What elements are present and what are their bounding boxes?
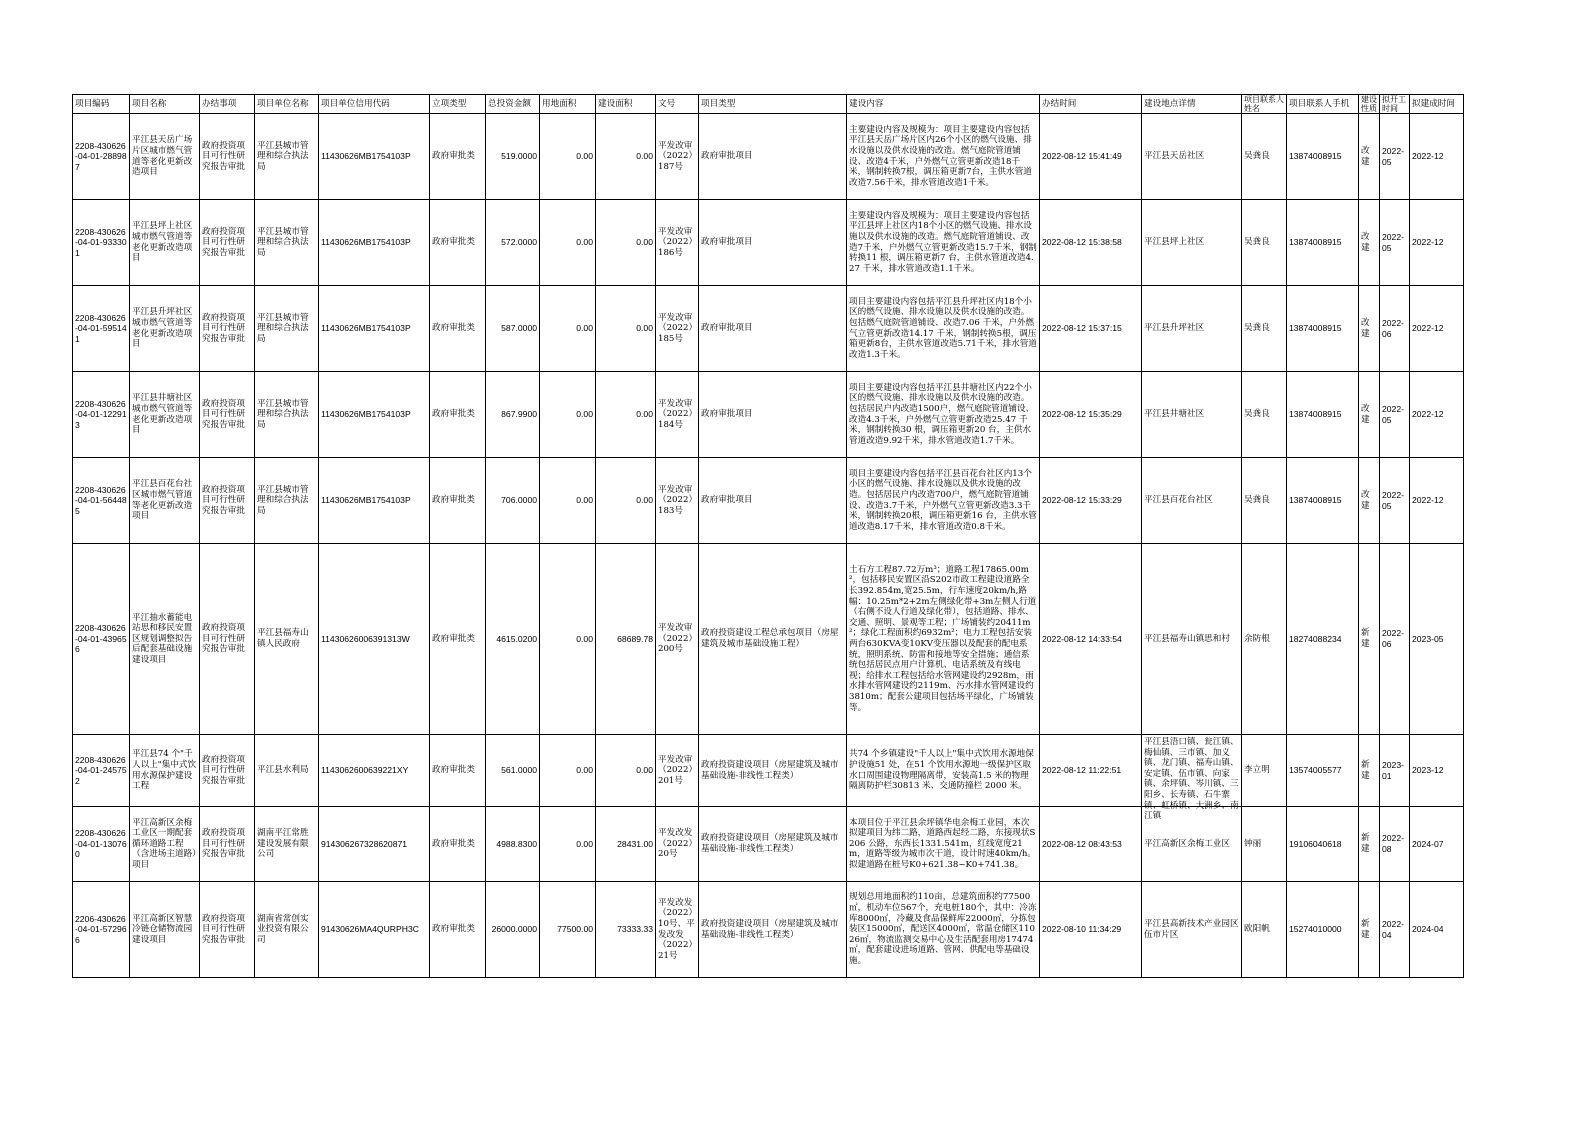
table-row xyxy=(73,735,1464,807)
build-area-cell: 0.00 xyxy=(596,458,656,544)
table-row xyxy=(73,882,1464,978)
matter-cell: 政府投资项目可行性研究报告审批 xyxy=(200,807,255,882)
contact-name-cell: 吴龚良 xyxy=(1242,372,1287,458)
matter-cell: 政府投资项目可行性研究报告审批 xyxy=(200,372,255,458)
header-contact-name: 项目联系人姓名 xyxy=(1242,95,1287,114)
land-area-cell: 0.00 xyxy=(540,114,596,200)
doc-number-cell: 平发改审（2022）183号 xyxy=(656,458,699,544)
start-time-cell: 2022-05 xyxy=(1380,114,1410,200)
contact-phone-cell: 18274088234 xyxy=(1287,544,1359,735)
end-time-cell: 2023-12 xyxy=(1410,735,1464,807)
end-time-cell: 2022-12 xyxy=(1410,286,1464,372)
total-investment-cell: 4615.0200 xyxy=(486,544,540,735)
unit-name-cell: 平江县城市管理和综合执法局 xyxy=(255,286,319,372)
table-row xyxy=(73,544,1464,735)
land-area-cell: 0.00 xyxy=(540,372,596,458)
doc-number-cell: 平发改发（2022）10号、平发改发（2022）21号 xyxy=(656,882,699,978)
approval-type-cell: 政府审批类 xyxy=(430,372,486,458)
site-text: 平江县浯口镇、瓮江镇、梅仙镇、三市镇、加义镇、龙门镇、福寿山镇、安定镇、伍市镇、向家镇、余坪镇、岑川镇、三阳乡、长寿镇、石牛寨镇、虹桥镇、大洲乡、南江镇 xyxy=(1144,737,1239,822)
content-cell: 规划总用地面积约110亩，总建筑面积约77500㎡，机动车位567个，充电桩180个，其中：冷冻库8000㎡，冷藏及食品保鲜库22000㎡，分拣包装区15000㎡，配送区4000㎡，常温仓储区11026㎡，物流监测交易中心及生活配套用房17474㎡，配套建设进场道路、管网、供配电等基础设施。 xyxy=(847,882,1040,978)
contact-name-cell: 余防根 xyxy=(1242,544,1287,735)
project-code-cell: 2206-430626-04-01-572966 xyxy=(73,882,130,978)
unit-name-cell: 平江县城市管理和综合执法局 xyxy=(255,114,319,200)
approval-type-cell: 政府审批类 xyxy=(430,200,486,286)
credit-code-cell: 11430626MB1754103P xyxy=(319,200,430,286)
total-investment-cell: 867.9900 xyxy=(486,372,540,458)
nature-cell: 改建 xyxy=(1359,114,1380,200)
doc-number-cell: 平发改审（2022）187号 xyxy=(656,114,699,200)
build-area-cell: 0.00 xyxy=(596,735,656,807)
contact-name-cell: 欧阳帆 xyxy=(1242,882,1287,978)
total-investment-cell: 572.0000 xyxy=(486,200,540,286)
unit-name-cell: 湖南平江常胜建设发展有限公司 xyxy=(255,807,319,882)
content-cell: 项目主要建设内容包括平江县百花台社区内13个小区的燃气设施、排水设施以及供水设施的改造。包括居民户内改造700户，燃气庭院管道铺设、改造3.7千米，户外燃气立管更新改造3.3千米，钢制转换20根，调压箱更新16 台，主供水管道改造8.17千米，排水管道改造0.8千米。 xyxy=(847,458,1040,544)
total-investment-cell: 4988.8300 xyxy=(486,807,540,882)
credit-code-cell: 11430626006391313W xyxy=(319,544,430,735)
project-code-cell: 2208-430626-04-01-564485 xyxy=(73,458,130,544)
nature-cell: 新建 xyxy=(1359,807,1380,882)
content-cell: 主要建设内容及规模为：项目主要建设内容包括平江县坪上社区内18个小区的燃气设施、排水设施以及供水设施的改造。燃气庭院管道铺设、改造7千米，户外燃气立管更新改造15.7千米，钢制转换11 根，调压箱更新7 台，主供水管道改造4.27 千米，排水管道改造1.1千米。 xyxy=(847,200,1040,286)
end-time-cell: 2022-12 xyxy=(1410,200,1464,286)
start-time-cell: 2022-06 xyxy=(1380,544,1410,735)
header-build-area: 建设面积 xyxy=(596,95,656,114)
content-cell: 本项目位于平江县余坪镇华电余梅工业园，本次拟建项目为纬二路，道路西起经二路，东接现状S206 公路，东西长1331.541m，红线宽度21m，道路等级为城市次干道，设计时速40km/h。拟建道路在桩号K0+621.38~K0+741.38。 xyxy=(847,807,1040,882)
completion-time-cell: 2022-08-10 11:34:29 xyxy=(1040,882,1142,978)
credit-code-cell: 11430626MB1754103P xyxy=(319,286,430,372)
header-unit-name: 项目单位名称 xyxy=(255,95,319,114)
project-type-cell: 政府审批项目 xyxy=(699,114,847,200)
contact-phone-cell: 13874008915 xyxy=(1287,458,1359,544)
contact-phone-cell: 13874008915 xyxy=(1287,372,1359,458)
start-time-cell: 2022-05 xyxy=(1380,200,1410,286)
header-credit-code: 项目单位信用代码 xyxy=(319,95,430,114)
project-type-cell: 政府审批项目 xyxy=(699,372,847,458)
project-approval-table xyxy=(72,94,1464,978)
approval-type-cell: 政府审批类 xyxy=(430,735,486,807)
end-time-cell: 2023-05 xyxy=(1410,544,1464,735)
matter-cell: 政府投资项目可行性研究报告审批 xyxy=(200,544,255,735)
project-name-cell: 平江县74 个"千人以上"集中式饮用水源保护建设工程 xyxy=(130,735,200,807)
start-time-cell: 2022-06 xyxy=(1380,286,1410,372)
land-area-cell: 0.00 xyxy=(540,807,596,882)
nature-cell: 改建 xyxy=(1359,458,1380,544)
completion-time-cell: 2022-08-12 11:22:51 xyxy=(1040,735,1142,807)
contact-name-cell: 钟丽 xyxy=(1242,807,1287,882)
site-cell xyxy=(1142,735,1242,822)
project-code-cell: 2208-430626-04-01-245752 xyxy=(73,735,130,807)
contact-name-cell: 李立明 xyxy=(1242,735,1287,807)
header-end-time: 拟建成时间 xyxy=(1410,95,1464,114)
completion-time-cell: 2022-08-12 15:37:15 xyxy=(1040,286,1142,372)
unit-name-cell: 平江县城市管理和综合执法局 xyxy=(255,458,319,544)
project-name-cell: 平江县井塘社区城市燃气管道等老化更新改造项目 xyxy=(130,372,200,458)
project-code-cell: 2208-430626-04-01-595141 xyxy=(73,286,130,372)
build-area-cell: 0.00 xyxy=(596,114,656,200)
table-row xyxy=(73,200,1464,286)
credit-code-cell: 91430626MA4QURPH3C xyxy=(319,882,430,978)
nature-cell: 新建 xyxy=(1359,882,1380,978)
completion-time-cell: 2022-08-12 15:33:29 xyxy=(1040,458,1142,544)
nature-cell: 改建 xyxy=(1359,286,1380,372)
project-name-cell: 平江县百花台社区城市燃气管道等老化更新改造项目 xyxy=(130,458,200,544)
completion-time-cell: 2022-08-12 14:33:54 xyxy=(1040,544,1142,735)
doc-number-cell: 平发改审（2022）200号 xyxy=(656,544,699,735)
project-type-cell: 政府审批项目 xyxy=(699,200,847,286)
header-contact-phone: 项目联系人手机 xyxy=(1287,95,1359,114)
project-type-cell: 政府投资建设项目（房屋建筑及城市基础设施-非线性工程类） xyxy=(699,735,847,807)
content-cell: 项目主要建设内容包括平江县井塘社区内22个小区的燃气设施、排水设施以及供水设施的改造。包括居民户内改造1500户，燃气庭院管道铺设、改造4.3千米，户外燃气立管更新改造25.47 千米，钢制转换30 根，调压箱更新20 台，主供水管道改造9.92千米，排水管道改造1.7千米。 xyxy=(847,372,1040,458)
site-cell: 平江县天岳社区 xyxy=(1142,114,1242,200)
land-area-cell: 0.00 xyxy=(540,735,596,807)
end-time-cell: 2022-12 xyxy=(1410,114,1464,200)
project-type-cell: 政府审批项目 xyxy=(699,286,847,372)
project-name-cell: 平江高新区余梅工业区一期配套循环道路工程（含进场主道路）项目 xyxy=(130,807,200,882)
contact-name-cell: 吴龚良 xyxy=(1242,458,1287,544)
contact-name-cell: 吴龚良 xyxy=(1242,114,1287,200)
end-time-cell: 2024-04 xyxy=(1410,882,1464,978)
land-area-cell: 0.00 xyxy=(540,544,596,735)
doc-number-cell: 平发改审（2022）185号 xyxy=(656,286,699,372)
content-cell: 共74 个乡镇建设"千人以上"集中式饮用水源地保护设施51 处，在51 个饮用水源地一级保护区取水口周围建设物理隔离带，安装高1.5 米的物理隔离防护栏30813 米、交通防撞栏 2000 米。 xyxy=(847,735,1040,807)
total-investment-cell: 561.0000 xyxy=(486,735,540,807)
start-time-cell: 2023-01 xyxy=(1380,735,1410,807)
contact-name-cell: 吴龚良 xyxy=(1242,286,1287,372)
unit-name-cell: 平江县城市管理和综合执法局 xyxy=(255,200,319,286)
project-type-cell: 政府投资建设项目（房屋建筑及城市基础设施-非线性工程类） xyxy=(699,882,847,978)
doc-number-cell: 平发改审（2022）201号 xyxy=(656,735,699,807)
project-code-cell: 2208-430626-04-01-933301 xyxy=(73,200,130,286)
site-cell: 平江县福寿山镇思和村 xyxy=(1142,544,1242,735)
contact-phone-cell: 13874008915 xyxy=(1287,114,1359,200)
completion-time-cell: 2022-08-12 15:35:29 xyxy=(1040,372,1142,458)
nature-cell: 新建 xyxy=(1359,544,1380,735)
header-start-time: 拟开工时间 xyxy=(1380,95,1410,114)
table-row xyxy=(73,114,1464,200)
project-code-cell: 2208-430626-04-01-130760 xyxy=(73,807,130,882)
completion-time-cell: 2022-08-12 15:38:58 xyxy=(1040,200,1142,286)
unit-name-cell: 平江县水利局 xyxy=(255,735,319,807)
header-matter: 办结事项 xyxy=(200,95,255,114)
end-time-cell: 2022-12 xyxy=(1410,458,1464,544)
doc-number-cell: 平发改审（2022）184号 xyxy=(656,372,699,458)
matter-cell: 政府投资项目可行性研究报告审批 xyxy=(200,735,255,807)
credit-code-cell: 914306267328620871 xyxy=(319,807,430,882)
approval-type-cell: 政府审批类 xyxy=(430,458,486,544)
content-cell: 土石方工程87.72万m³；道路工程17865.00m²，包括移民安置区沿S202市政工程建设道路全长392.854m,宽25.5m，行车速度20km/h,路幅：10.25m*2+2m左侧绿化带+3m左侧人行道（右侧不设人行道及绿化带），包括道路、排水、交通、照明、景观等工程；广场铺装约20411m²；绿化工程面积约6932m²；电力工程包括安装两台630KVA变10KV变压器以及配套的配电系统，照明系统、防雷和接地等安全措施；通信系统包括居民点用户计算机、电话系统及有线电视；给排水工程包括给水管网建设约2928m，雨水排水管网建设约2119m、污水排水管网建设约3810m；配套公建项目包括场平绿化，广场铺装等。 xyxy=(847,544,1040,735)
credit-code-cell: 11430626MB1754103P xyxy=(319,458,430,544)
project-type-cell: 政府审批项目 xyxy=(699,458,847,544)
nature-cell: 新建 xyxy=(1359,735,1380,807)
site-cell: 平江县坪上社区 xyxy=(1142,200,1242,286)
nature-cell: 改建 xyxy=(1359,200,1380,286)
build-area-cell: 68689.78 xyxy=(596,544,656,735)
project-type-cell: 政府投资建设项目（房屋建筑及城市基础设施-非线性工程类） xyxy=(699,807,847,882)
table-row xyxy=(73,807,1464,882)
header-row xyxy=(73,95,1464,114)
site-cell: 平江县升坪社区 xyxy=(1142,286,1242,372)
build-area-cell: 0.00 xyxy=(596,286,656,372)
header-total-investment: 总投资金额 xyxy=(486,95,540,114)
contact-phone-cell: 19106040618 xyxy=(1287,807,1359,882)
build-area-cell: 28431.00 xyxy=(596,807,656,882)
header-doc-number: 文号 xyxy=(656,95,699,114)
table-row xyxy=(73,458,1464,544)
header-approval-type: 立项类型 xyxy=(430,95,486,114)
land-area-cell: 0.00 xyxy=(540,286,596,372)
header-nature: 建设性质 xyxy=(1359,95,1380,114)
header-project-type: 项目类型 xyxy=(699,95,847,114)
total-investment-cell: 26000.0000 xyxy=(486,882,540,978)
doc-number-cell: 平发改审（2022）186号 xyxy=(656,200,699,286)
header-project-name: 项目名称 xyxy=(130,95,200,114)
approval-type-cell: 政府审批类 xyxy=(430,882,486,978)
header-land-area: 用地面积 xyxy=(540,95,596,114)
header-completion-time: 办结时间 xyxy=(1040,95,1142,114)
matter-cell: 政府投资项目可行性研究报告审批 xyxy=(200,882,255,978)
end-time-cell: 2024-07 xyxy=(1410,807,1464,882)
land-area-cell: 77500.00 xyxy=(540,882,596,978)
table-row xyxy=(73,372,1464,458)
project-code-cell: 2208-430626-04-01-288987 xyxy=(73,114,130,200)
unit-name-cell: 平江县城市管理和综合执法局 xyxy=(255,372,319,458)
approval-type-cell: 政府审批类 xyxy=(430,286,486,372)
site-cell: 平江县高新技术产业园区伍市片区 xyxy=(1142,882,1242,978)
start-time-cell: 2022-05 xyxy=(1380,458,1410,544)
end-time-cell: 2022-12 xyxy=(1410,372,1464,458)
matter-cell: 政府投资项目可行性研究报告审批 xyxy=(200,286,255,372)
land-area-cell: 0.00 xyxy=(540,458,596,544)
completion-time-cell: 2022-08-12 15:41:49 xyxy=(1040,114,1142,200)
table-row xyxy=(73,286,1464,372)
unit-name-cell: 平江县福寿山镇人民政府 xyxy=(255,544,319,735)
total-investment-cell: 587.0000 xyxy=(486,286,540,372)
site-cell: 平江高新区余梅工业区 xyxy=(1142,807,1242,882)
approval-type-cell: 政府审批类 xyxy=(430,544,486,735)
approval-type-cell: 政府审批类 xyxy=(430,807,486,882)
land-area-cell: 0.00 xyxy=(540,200,596,286)
matter-cell: 政府投资项目可行性研究报告审批 xyxy=(200,114,255,200)
completion-time-cell: 2022-08-12 08:43:53 xyxy=(1040,807,1142,882)
doc-number-cell: 平发改发（2022）20号 xyxy=(656,807,699,882)
contact-phone-cell: 15274010000 xyxy=(1287,882,1359,978)
start-time-cell: 2022-05 xyxy=(1380,372,1410,458)
approval-type-cell: 政府审批类 xyxy=(430,114,486,200)
build-area-cell: 0.00 xyxy=(596,200,656,286)
project-name-cell: 平江县升坪社区城市燃气管道等老化更新改造项目 xyxy=(130,286,200,372)
unit-name-cell: 湖南省常创实业投资有限公司 xyxy=(255,882,319,978)
header-project-code: 项目编码 xyxy=(73,95,130,114)
project-name-cell: 平江县坪上社区城市燃气管道等老化更新改造项目 xyxy=(130,200,200,286)
project-name-cell: 平江抽水蓄能电站思和移民安置区规划调整拟告后配套基础设施建设项目 xyxy=(130,544,200,735)
credit-code-cell: 11430626MB1754103P xyxy=(319,372,430,458)
contact-name-cell: 吴龚良 xyxy=(1242,200,1287,286)
project-name-cell: 平江高新区智慧冷链仓储物流园建设项目 xyxy=(130,882,200,978)
project-name-cell: 平江县天岳广场片区城市燃气管道等老化更新改造项目 xyxy=(130,114,200,200)
header-content: 建设内容 xyxy=(847,95,1040,114)
project-code-cell: 2208-430626-04-01-439656 xyxy=(73,544,130,735)
start-time-cell: 2022-04 xyxy=(1380,882,1410,978)
project-code-cell: 2208-430626-04-01-122913 xyxy=(73,372,130,458)
site-cell: 平江县井塘社区 xyxy=(1142,372,1242,458)
site-cell: 平江县百花台社区 xyxy=(1142,458,1242,544)
header-site: 建设地点详情 xyxy=(1142,95,1242,114)
content-cell: 项目主要建设内容包括平江县升坪社区内18个小区的燃气设施、排水设施以及供水设施的改造。包括燃气庭院管道铺设、改造7.06 千米，户外燃气立管更新改造14.17 千米，钢制转换5根，调压箱更新8台，主供水管道改造5.71千米，排水管道改造1.3千米。 xyxy=(847,286,1040,372)
matter-cell: 政府投资项目可行性研究报告审批 xyxy=(200,200,255,286)
total-investment-cell: 519.0000 xyxy=(486,114,540,200)
contact-phone-cell: 13574005577 xyxy=(1287,735,1359,807)
build-area-cell: 73333.33 xyxy=(596,882,656,978)
content-cell: 主要建设内容及规模为：项目主要建设内容包括平江县天岳广场片区内26个小区的燃气设施、排水设施以及供水设施的改造。燃气庭院管道铺设、改造4千米，户外燃气立管更新改造18千米，钢制转换7根，调压箱更新7台，主供水管道改造7.56千米，排水管道改造1千米。 xyxy=(847,114,1040,200)
contact-phone-cell: 13874008915 xyxy=(1287,200,1359,286)
credit-code-cell: 11430626MB1754103P xyxy=(319,114,430,200)
total-investment-cell: 706.0000 xyxy=(486,458,540,544)
start-time-cell: 2022-08 xyxy=(1380,807,1410,882)
nature-cell: 改建 xyxy=(1359,372,1380,458)
contact-phone-cell: 13874008915 xyxy=(1287,286,1359,372)
credit-code-cell: 1143062600639221XY xyxy=(319,735,430,807)
project-type-cell: 政府投资建设工程总承包项目（房屋建筑及城市基础设施工程） xyxy=(699,544,847,735)
build-area-cell: 0.00 xyxy=(596,372,656,458)
matter-cell: 政府投资项目可行性研究报告审批 xyxy=(200,458,255,544)
